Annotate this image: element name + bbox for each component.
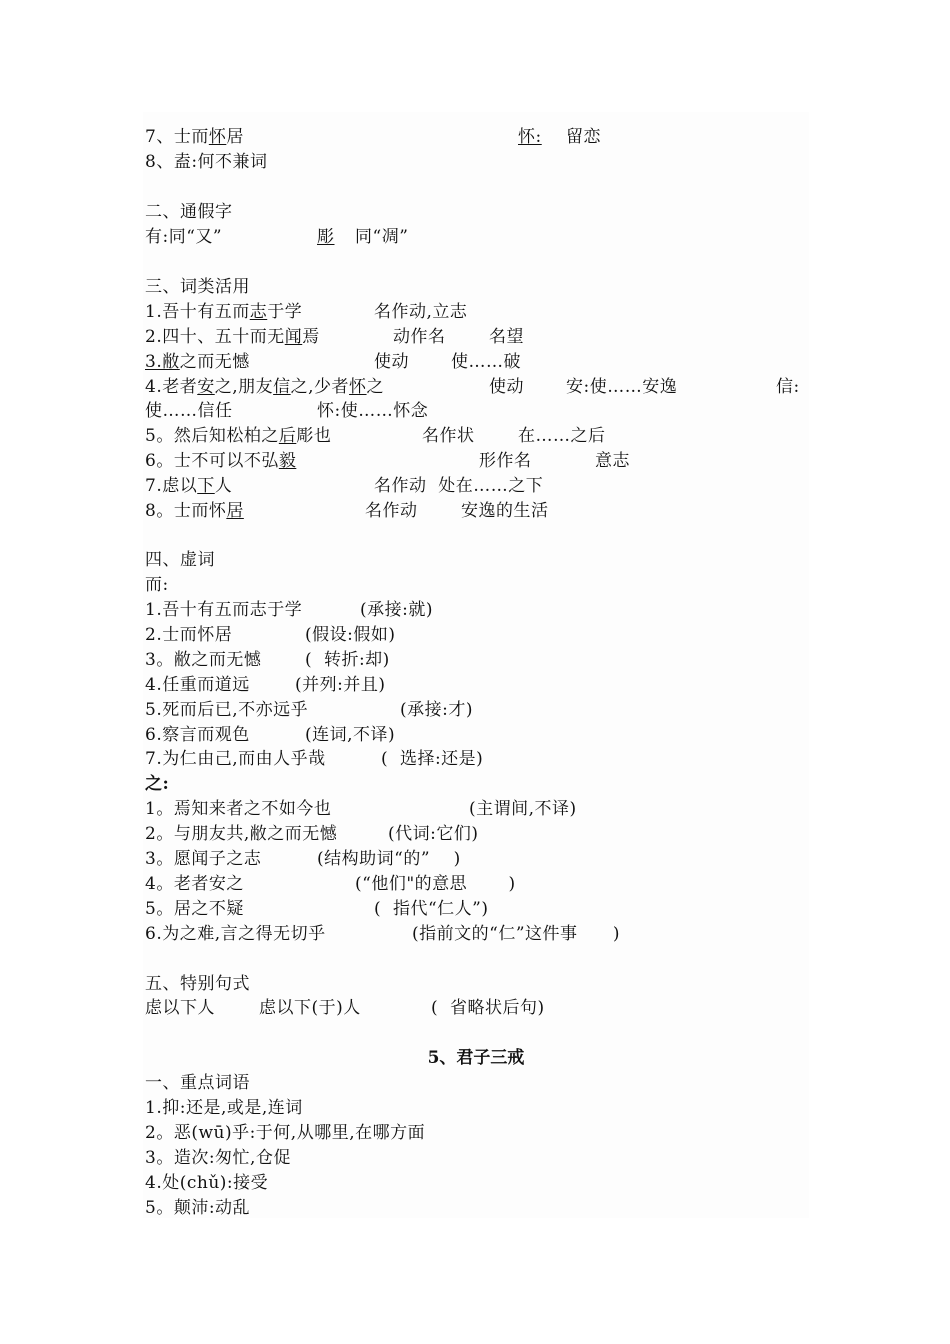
s3-r4-u1: 安 xyxy=(197,377,215,397)
item-7-label: 7、士而 xyxy=(145,127,209,147)
er-sentence: 2.士而怀居 xyxy=(145,625,233,645)
section-2-title: 二、通假字 xyxy=(145,202,233,222)
s3-r5-d: 在……之后 xyxy=(518,426,606,446)
er-gloss: (承接:才) xyxy=(400,700,473,720)
er-label: 而: xyxy=(145,575,169,595)
s3-r6-u: 毅 xyxy=(278,451,297,471)
s3-r4-g: 信: xyxy=(776,377,800,397)
er-sentence: 4.任重而道远 xyxy=(145,675,250,695)
s3-r7-u: 下 xyxy=(197,476,215,496)
s3-r4-a: 4.老者 xyxy=(145,377,198,397)
chapter-item: 1.抑:还是,或是,连词 xyxy=(145,1098,303,1118)
s3-r2-d: 名望 xyxy=(489,327,524,347)
er-gloss: (并列:并且) xyxy=(295,675,386,695)
s3-r2-u: 闻 xyxy=(284,327,303,347)
s3-r4-u3: 怀 xyxy=(349,377,367,397)
s3-r3-u: 3.敝 xyxy=(145,352,180,372)
s3-r7-c: 名作动 处在……之下 xyxy=(374,476,544,496)
s3-r8-a: 8。士而怀 xyxy=(145,501,227,521)
zhi-sentence: 4。老者安之 xyxy=(145,874,244,894)
s5-restored: 虑以下(于)人 xyxy=(259,998,361,1018)
s3-r8-c: 名作动 xyxy=(365,501,418,521)
er-gloss: (承接:就) xyxy=(360,600,433,620)
item-7-gloss: 留恋 xyxy=(566,127,601,147)
s3-r6-c: 形作名 xyxy=(479,451,532,471)
s3-r3-b: 之而无憾 xyxy=(179,352,250,372)
s3-r3-c: 使动 xyxy=(374,352,409,372)
s3-r2-b: 焉 xyxy=(302,327,320,347)
s3-r1-c: 名作动,立志 xyxy=(374,302,468,322)
zhi-sentence: 1。焉知来者之不如今也 xyxy=(145,799,332,819)
s3-r5-a: 5。然后知松柏之 xyxy=(145,426,279,446)
s3-r5-c: 名作状 xyxy=(422,426,475,446)
zhi-gloss: (代词:它们) xyxy=(388,824,479,844)
s3-r1-a: 1.吾十有五而 xyxy=(145,302,250,322)
s5-note: ( 省略状后句) xyxy=(431,998,545,1018)
er-sentence: 6.察言而观色 xyxy=(145,725,250,745)
s3-r1-u: 志 xyxy=(249,302,268,322)
item-7-underlined: 怀 xyxy=(208,127,227,147)
chapter-item: 2。恶(wū)乎:于何,从哪里,在哪方面 xyxy=(145,1123,426,1143)
er-gloss: ( 转折:却) xyxy=(305,650,390,670)
chapter-subtitle: 一、重点词语 xyxy=(145,1073,250,1093)
tongjia-diao: 同“凋” xyxy=(355,227,409,247)
s3-r4-u2: 信 xyxy=(273,377,291,397)
er-sentence: 5.死而后已,不亦远乎 xyxy=(145,700,309,720)
s3-r3-d: 使……破 xyxy=(451,352,521,372)
zhi-sentence: 2。与朋友共,敝之而无憾 xyxy=(145,824,338,844)
zhi-gloss: (“他们"的意思 ) xyxy=(355,874,516,894)
er-gloss: (假设:假如) xyxy=(305,625,396,645)
er-gloss: ( 选择:还是) xyxy=(381,749,484,769)
er-sentence: 7.为仁由己,而由人乎哉 xyxy=(145,749,326,769)
s3-r4b-a: 使……信任 xyxy=(145,401,233,421)
s3-r7-b: 人 xyxy=(214,476,233,496)
er-sentence: 1.吾十有五而志于学 xyxy=(145,600,303,620)
s3-r6-d: 意志 xyxy=(595,451,630,471)
zhi-label: 之: xyxy=(145,774,170,794)
zhi-gloss: ( 指代“仁人”) xyxy=(374,899,489,919)
s3-r4-d: 之 xyxy=(366,377,385,397)
s3-r4-c: 之,少者 xyxy=(290,377,350,397)
tongjia-diao-char: 彫 xyxy=(317,227,335,247)
er-gloss: (连词,不译) xyxy=(305,725,396,745)
s3-r4b-b: 怀:使……怀念 xyxy=(317,401,429,421)
s3-r4-b: 之,朋友 xyxy=(214,377,274,397)
s3-r8-u: 居 xyxy=(226,501,244,521)
chapter-title: 5、君子三戒 xyxy=(427,1048,525,1068)
s3-r5-b: 彫也 xyxy=(296,426,332,446)
chapter-item: 5。颠沛:动乱 xyxy=(145,1198,251,1218)
s3-r1-b: 于学 xyxy=(267,302,303,322)
s3-r5-u: 后 xyxy=(278,426,297,446)
s3-r4-f: 安:使……安逸 xyxy=(566,377,678,397)
zhi-sentence: 5。居之不疑 xyxy=(145,899,244,919)
zhi-gloss: (指前文的“仁”这件事 ) xyxy=(412,924,621,944)
section-4-title: 四、虚词 xyxy=(145,550,215,570)
s5-original: 虑以下人 xyxy=(145,998,215,1018)
s3-r2-a: 2.四十、五十而无 xyxy=(145,327,285,347)
s3-r6-a: 6。士不可以不弘 xyxy=(145,451,279,471)
chapter-item: 3。造次:匆忙,仓促 xyxy=(145,1148,291,1168)
s3-r7-a: 7.虑以 xyxy=(145,476,198,496)
s3-r4-e: 使动 xyxy=(489,377,524,397)
tongjia-you: 有:同“又” xyxy=(145,227,223,247)
er-sentence: 3。敝之而无憾 xyxy=(145,650,262,670)
item-7-rest: 居 xyxy=(226,127,244,147)
zhi-gloss: (主谓间,不译) xyxy=(469,799,577,819)
zhi-sentence: 3。愿闻子之志 xyxy=(145,849,262,869)
zhi-gloss: (结构助词“的” ) xyxy=(317,849,461,869)
zhi-sentence: 6.为之难,言之得无切乎 xyxy=(145,924,326,944)
s3-r8-d: 安逸的生活 xyxy=(461,501,549,521)
item-8: 8、盍:何不兼词 xyxy=(145,152,268,172)
section-5-title: 五、特别句式 xyxy=(145,974,250,994)
item-7-gloss-key: 怀: xyxy=(518,127,542,147)
chapter-item: 4.处(chǔ):接受 xyxy=(145,1173,269,1193)
s3-r2-c: 动作名 xyxy=(393,327,446,347)
section-3-title: 三、词类活用 xyxy=(145,277,250,297)
